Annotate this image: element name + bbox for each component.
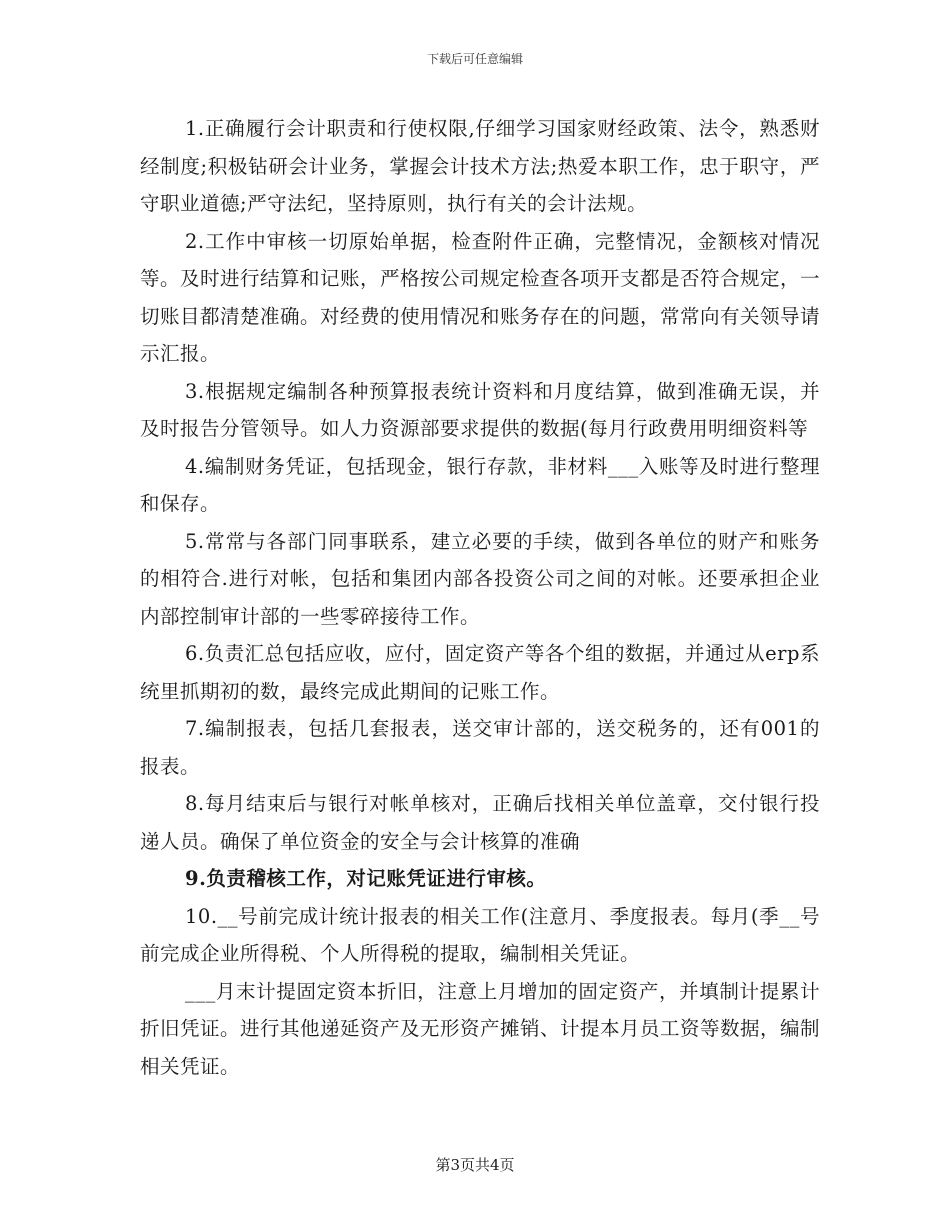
paragraph-6: 6.负责汇总包括应收，应付，固定资产等各个组的数据，并通过从erp系统里抓期初的数，最终完成此期间的记账工作。 xyxy=(140,642,820,703)
paragraph-9: 9.负责稽核工作，对记账凭证进行审核。 xyxy=(185,867,547,890)
page-header: 下载后可任意编辑 xyxy=(426,52,523,66)
paragraph-11: ___月末计提固定资本折旧，注意上月增加的固定资产，并填制计提累计折旧凭证。进行其他递延资产及无形资产摊销、计提本月员工资等数据，编制相关凭证。 xyxy=(140,979,821,1078)
paragraph-5: 5.常常与各部门同事联系，建立必要的手续，做到各单位的财产和账务的相符合.进行对帐，包括和集团内部各投资公司之间的对帐。还要承担企业内部控制审计部的一些零碎接待工作。 xyxy=(140,529,820,628)
page-footer: 第3页共4页 xyxy=(435,1156,515,1174)
paragraph-10: 10.__号前完成计统计报表的相关工作(注意月、季度报表。每月(季__号前完成企业所得税、个人所得税的提取，编制相关凭证。 xyxy=(140,904,820,965)
paragraph-8: 8.每月结束后与银行对帐单核对，正确后找相关单位盖章，交付银行投递人员。确保了单位资金的安全与会计核算的准确 xyxy=(140,792,820,853)
document-body xyxy=(140,110,820,1085)
paragraph-7: 7.编制报表，包括几套报表，送交审计部的，送交税务的，还有001的报表。 xyxy=(140,717,820,778)
paragraph-3: 3.根据规定编制各种预算报表统计资料和月度结算，做到准确无误，并及时报告分管领导。如人力资源部要求提供的数据(每月行政费用明细资料等 xyxy=(140,379,820,440)
paragraph-1: 1.正确履行会计职责和行使权限,仔细学习国家财经政策、法令，熟悉财经制度;积极钻研会计业务，掌握会计技术方法;热爱本职工作，忠于职守，严守职业道德;严守法纪，坚持原则，执行有关的会计法规。 xyxy=(140,117,820,215)
paragraph-4: 4.编制财务凭证，包括现金，银行存款，非材料___入账等及时进行整理和保存。 xyxy=(140,454,820,515)
paragraph-2: 2.工作中审核一切原始单据，检查附件正确，完整情况，金额核对情况等。及时进行结算和记账，严格按公司规定检查各项开支都是否符合规定，一切账目都清楚准确。对经费的使用情况和账务存在的问题，常常向有关领导请示汇报。 xyxy=(140,229,821,365)
